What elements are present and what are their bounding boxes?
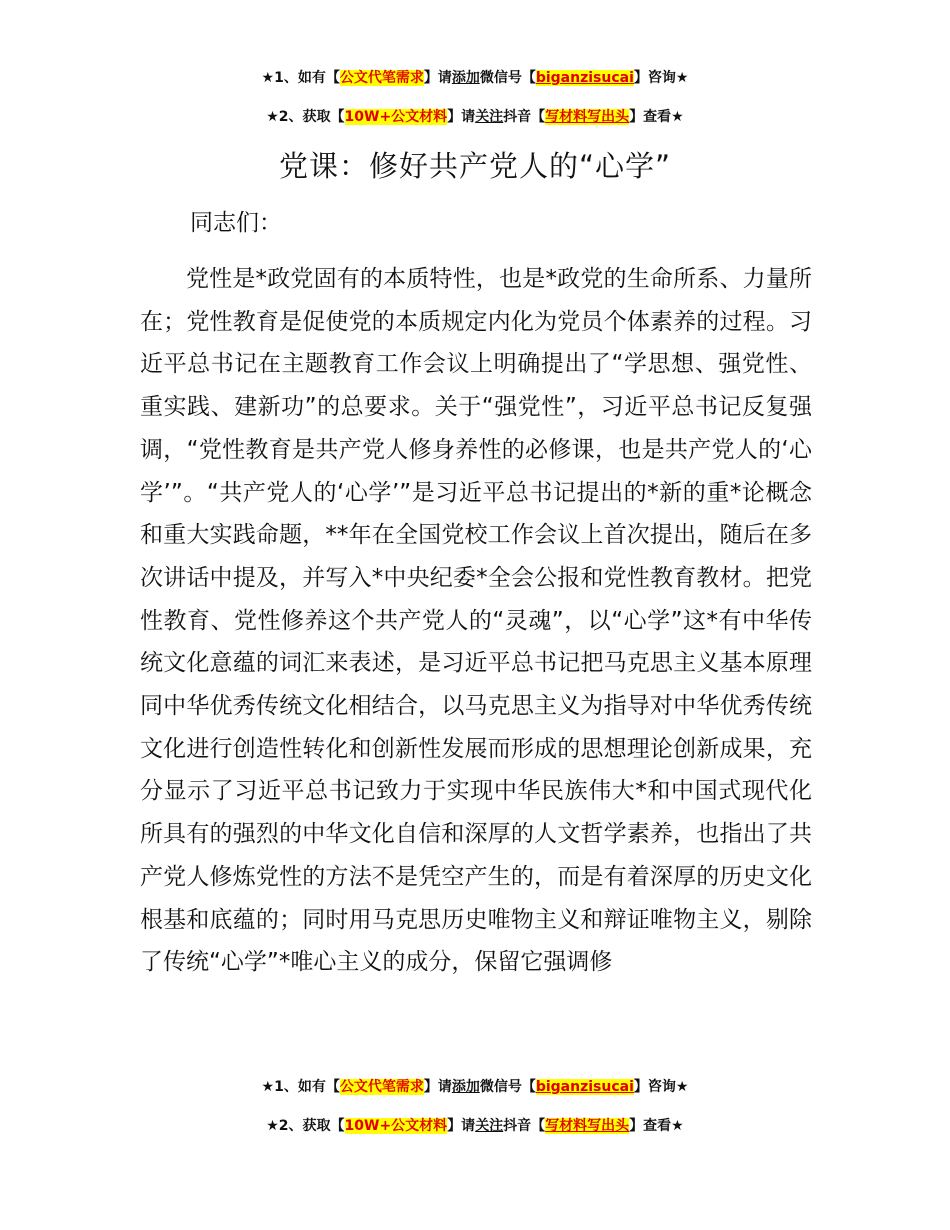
promo-text: 抖音【: [503, 1118, 546, 1134]
header-promo-line-1: [0, 68, 950, 88]
promo-prefix: ★1、如有【: [261, 70, 340, 86]
promo-suffix: 】查看★: [629, 1118, 684, 1134]
promo-prefix: ★2、获取【: [266, 1118, 345, 1134]
promo-text: 微信号【: [479, 1079, 536, 1095]
promo-suffix: 】咨询★: [633, 1079, 689, 1095]
promo-prefix: ★2、获取【: [266, 109, 345, 125]
promo-text: 】请: [423, 1079, 452, 1095]
promo-suffix: 】查看★: [629, 109, 684, 125]
promo-underline-add: 添加: [451, 70, 480, 86]
footer-promo-line-1: [0, 1077, 950, 1097]
promo-douyin-id: 写材料写出头: [545, 1118, 630, 1134]
promo-underline-follow: 关注: [475, 109, 504, 125]
promo-underline-add: 添加: [451, 1079, 480, 1095]
promo-suffix: 】咨询★: [633, 70, 689, 86]
promo-highlight-service: 公文代笔需求: [339, 1079, 424, 1095]
promo-text: 】请: [447, 1118, 476, 1134]
footer-promo-line-2: [0, 1116, 950, 1136]
promo-douyin-id: 写材料写出头: [545, 109, 630, 125]
promo-text: 】请: [423, 70, 452, 86]
promo-wechat-id: biganzisucai: [535, 1079, 634, 1095]
document-title: 党课：修好共产党人的“心学”: [278, 149, 672, 183]
promo-text: 抖音【: [503, 109, 546, 125]
promo-highlight-service: 公文代笔需求: [339, 70, 424, 86]
promo-wechat-id: biganzisucai: [535, 70, 634, 86]
header-promo-line-2: [0, 107, 950, 127]
greeting: 同志们：: [190, 210, 282, 236]
promo-text: 微信号【: [479, 70, 536, 86]
promo-underline-follow: 关注: [475, 1118, 504, 1134]
promo-highlight-materials: 10W+公文材料: [344, 1118, 448, 1134]
promo-text: 】请: [447, 109, 476, 125]
promo-prefix: ★1、如有【: [261, 1079, 340, 1095]
promo-highlight-materials: 10W+公文材料: [344, 109, 448, 125]
body-paragraph: 党性是*政党固有的本质特性，也是*政党的生命所系、力量所在；党性教育是促使党的本质规定内化为党员个体素养的过程。习近平总书记在主题教育工作会议上明确提出了“学思想、强党性、重实践、建新功”的总要求。关于“强党性”，习近平总书记反复强调，“党性教育是共产党人修身养性的必修课，也是共产党人的‘心学’”。“共产党人的‘心学’”是习近平总书记提出的*新的重*论概念和重大实践命题，**年在全国党校工作会议上首次提出，随后在多次讲话中提及，并写入*中央纪委*全会公报和党性教育教材。把党性教育、党性修养这个共产党人的“灵魂”，以“心学”这*有中华传统文化意蕴的词汇来表述，是习近平总书记把马克思主义基本原理同中华优秀传统文化相结合，以马克思主义为指导对中华优秀传统文化进行创造性转化和创新性发展而形成的思想理论创新成果，充分显示了习近平总书记致力于实现中华民族伟大*和中国式现代化所具有的强烈的中华文化自信和深厚的人文哲学素养，也指出了共产党人修炼党性的方法不是凭空产生的，而是有着深厚的历史文化根基和底蕴的；同时用马克思历史唯物主义和辩证唯物主义，剔除了传统“心学”*唯心主义的成分，保留它强调修: [140, 266, 812, 976]
